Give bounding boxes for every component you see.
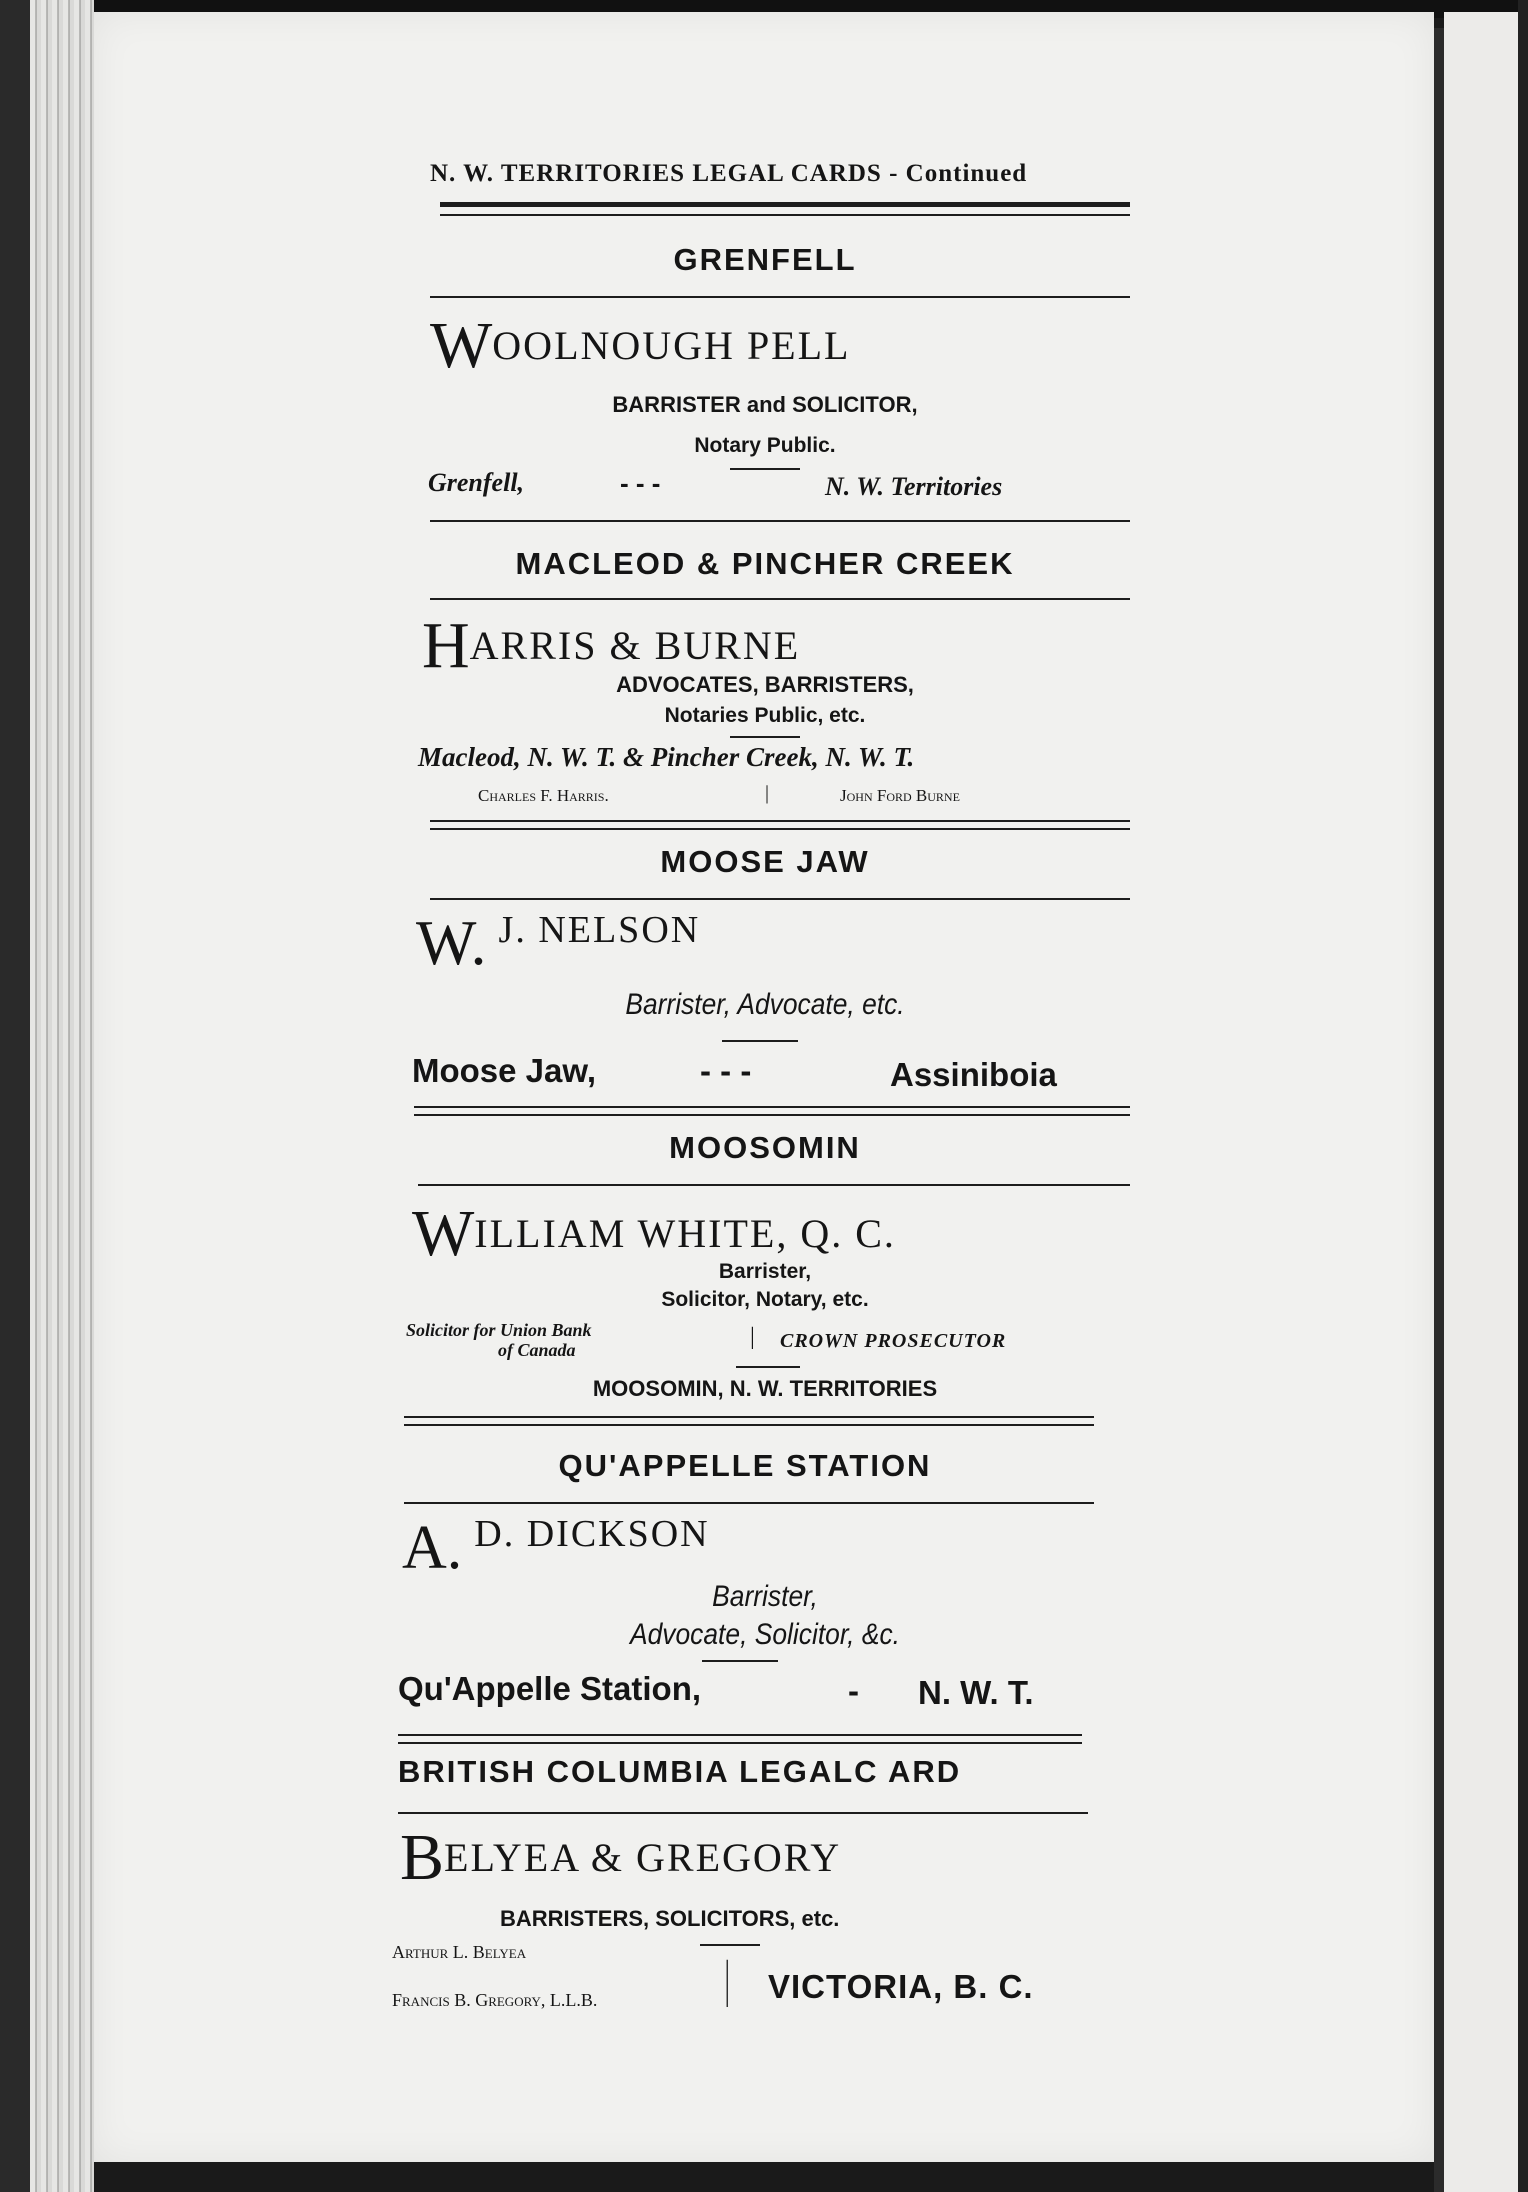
section-rule <box>430 828 1130 830</box>
page-fold <box>1434 28 1444 2192</box>
short-rule <box>702 1660 778 1662</box>
section-rule <box>398 1812 1088 1814</box>
section-rule <box>414 1106 1130 1108</box>
card-line: Barrister, Advocate, etc. <box>625 988 905 1021</box>
card-place-left: Grenfell, <box>428 468 525 497</box>
section-rule <box>398 1742 1082 1744</box>
short-rule <box>730 468 800 470</box>
section-rule <box>398 1734 1082 1736</box>
firm-initial: H <box>422 609 470 682</box>
card-line: Solicitor, Notary, etc. <box>661 1288 869 1311</box>
firm-name <box>416 906 700 980</box>
card-place-dashes: - <box>848 1672 859 1709</box>
partner-divider: | <box>765 782 770 804</box>
card-line: Notary Public. <box>694 434 836 457</box>
section-town: MACLEOD & PINCHER CREEK <box>515 546 1015 581</box>
section-rule <box>404 1416 1094 1418</box>
firm-name <box>402 1512 710 1584</box>
card-line: Advocate, Solicitor, &c. <box>630 1618 900 1651</box>
section-rule <box>414 1114 1130 1116</box>
card-place-right: N. W. T. <box>918 1674 1034 1711</box>
section-rule <box>430 296 1130 298</box>
card-place-dashes: - - - <box>700 1052 752 1089</box>
short-rule <box>722 1040 798 1042</box>
section-town: MOOSOMIN <box>669 1130 861 1165</box>
card-line: BARRISTER and SOLICITOR, <box>612 392 918 417</box>
firm-name-rest: D. DICKSON <box>474 1513 710 1555</box>
partner-name: Charles F. Harris. <box>478 786 609 805</box>
section-town: BRITISH COLUMBIA LEGALC ARD <box>398 1754 962 1789</box>
card-note: Solicitor for Union Bank <box>406 1320 592 1340</box>
firm-initial: W <box>430 309 493 382</box>
card-place-right: N. W. Territories <box>825 472 1003 501</box>
partner-name: John Ford Burne <box>840 786 960 805</box>
card-line: Barrister, <box>712 1580 818 1613</box>
firm-name-rest: ILLIAM WHITE, Q. C. <box>474 1211 896 1256</box>
short-rule <box>730 736 800 738</box>
section-rule <box>430 820 1130 822</box>
partner-divider: | <box>724 1951 730 2008</box>
partner-name: Arthur L. Belyea <box>392 1942 527 1962</box>
firm-initial: W. <box>416 907 487 978</box>
card-line: BARRISTERS, SOLICITORS, etc. <box>500 1906 840 1931</box>
header-rule <box>440 202 1130 207</box>
section-rule <box>430 598 1130 600</box>
firm-initial: B <box>400 1821 445 1894</box>
card-place: VICTORIA, B. C. <box>768 1968 1034 2005</box>
section-rule <box>418 1184 1130 1186</box>
short-rule <box>736 1366 800 1368</box>
section-rule <box>430 898 1130 900</box>
section-rule <box>404 1424 1094 1426</box>
card-line: Barrister, <box>718 1260 812 1283</box>
card-line: Notaries Public, etc. <box>664 704 866 727</box>
short-rule <box>700 1944 760 1946</box>
section-town: GRENFELL <box>673 242 857 277</box>
firm-name-rest: ARRIS & BURNE <box>469 623 801 668</box>
firm-name-rest: J. NELSON <box>498 909 701 951</box>
firm-name-rest: OOLNOUGH PELL <box>492 323 851 368</box>
section-rule <box>430 520 1130 522</box>
card-place: Macleod, N. W. T. & Pincher Creek, N. W. T. <box>418 742 915 772</box>
card-place-left: Qu'Appelle Station, <box>398 1670 702 1707</box>
section-rule <box>404 1502 1094 1504</box>
firm-name <box>400 1820 841 1896</box>
card-line: ADVOCATES, BARRISTERS, <box>616 672 914 697</box>
note-divider: | <box>750 1324 755 1350</box>
firm-initial: W <box>412 1197 475 1270</box>
card-place-right: Assiniboia <box>890 1056 1057 1093</box>
firm-initial: A. <box>402 1514 463 1582</box>
firm-name-rest: ELYEA & GREGORY <box>444 1835 842 1880</box>
card-place: MOOSOMIN, N. W. TERRITORIES <box>592 1376 938 1401</box>
firm-name <box>430 308 850 384</box>
card-note: of Canada <box>498 1340 576 1360</box>
facing-page <box>1444 12 1528 2192</box>
page-edges <box>30 0 94 2192</box>
card-note-right: CROWN PROSECUTOR <box>780 1330 1007 1352</box>
partner-name: Francis B. Gregory, L.L.B. <box>392 1990 598 2010</box>
section-town: MOOSE JAW <box>660 844 870 879</box>
card-place-left: Moose Jaw, <box>412 1052 596 1089</box>
scan-border-right <box>1518 0 1528 2192</box>
header-rule-thin <box>440 214 1130 216</box>
section-town: QU'APPELLE STATION <box>558 1448 932 1483</box>
page-header: N. W. TERRITORIES LEGAL CARDS - Continued <box>430 160 1028 187</box>
card-place-dashes: - - - <box>620 468 661 498</box>
